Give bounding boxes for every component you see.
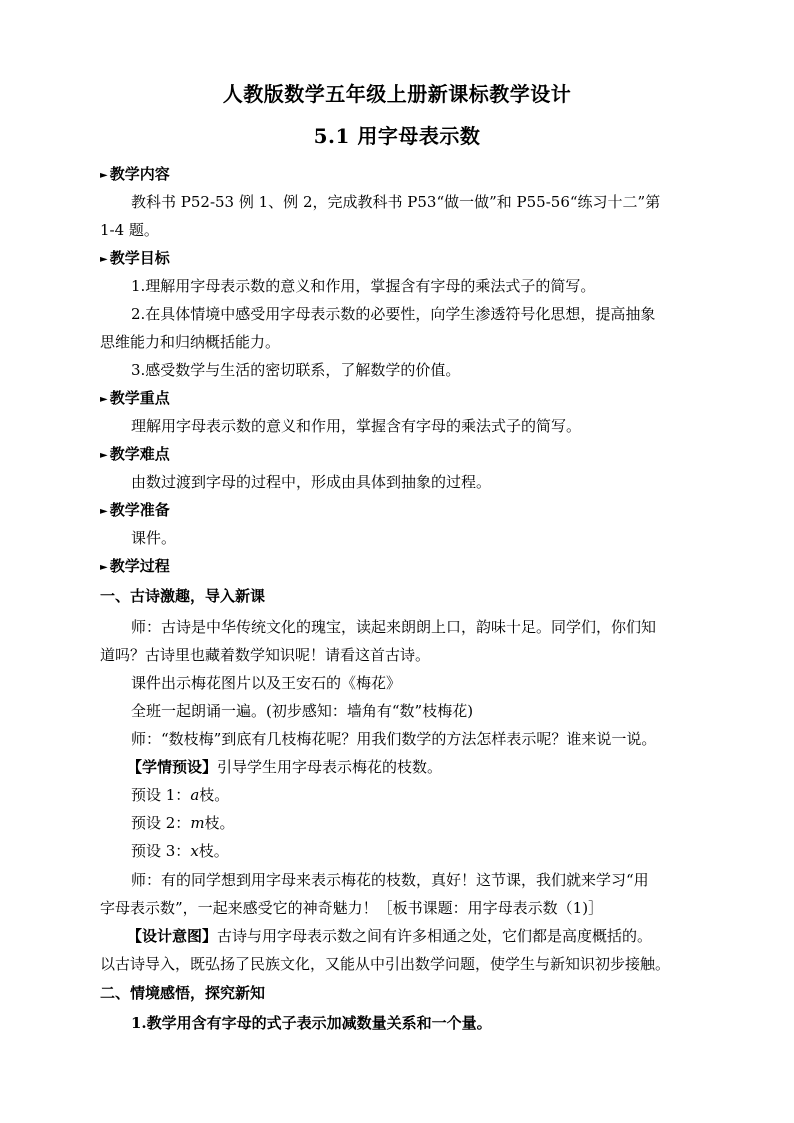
section-heading-goals: ► 教学目标: [100, 249, 170, 267]
part1-paragraph2: 课件出示梅花图片以及王安石的《梅花》: [131, 674, 402, 692]
content-text-line2: 1-4 题。: [100, 221, 159, 239]
triangle-bullet-icon: ►: [100, 394, 108, 405]
part1-paragraph5-line2: 字母表示数”，一起来感受它的神奇魅力！［板书课题：用字母表示数（1)］: [100, 899, 604, 917]
triangle-bullet-icon: ►: [100, 450, 108, 461]
key-point-text: 理解用字母表示数的意义和作用，掌握含有字母的乘法式子的简写。: [131, 417, 582, 435]
part1-paragraph4: 师：“数枝梅”到底有几枝梅花呢？用我们数学的方法怎样表示呢？谁来说一说。: [131, 730, 657, 748]
triangle-bullet-icon: ►: [100, 254, 108, 265]
goal-item-3: 3.感受数学与生活的密切联系，了解数学的价值。: [131, 361, 461, 379]
design-intent-line1: 【设计意图】古诗与用字母表示数之间有许多相通之处，它们都是高度概括的。: [127, 927, 653, 945]
preset-1: 预设 1：a枝。: [131, 786, 230, 804]
preset-2: 预设 2：m枝。: [131, 814, 235, 832]
preset-3: 预设 3：x枝。: [131, 842, 229, 860]
design-intent-label: 【设计意图】: [127, 927, 218, 945]
part1-paragraph1-line1: 师：古诗是中华传统文化的瑰宝，读起来朗朗上口，韵味十足。同学们，你们知: [131, 618, 657, 636]
section-heading-content: ► 教学内容: [100, 165, 170, 183]
triangle-bullet-icon: ►: [100, 562, 108, 573]
design-intent-line2: 以古诗导入，既弘扬了民族文化，又能从中引出数学问题，使学生与新知识初步接触。: [100, 955, 671, 973]
prep-text: 课件。: [131, 529, 177, 547]
part1-paragraph1-line2: 道吗？古诗里也藏着数学知识呢！请看这首古诗。: [100, 646, 431, 664]
section-heading-process: ► 教学过程: [100, 557, 170, 575]
section-heading-prep: ► 教学准备: [100, 501, 170, 519]
goal-item-2-line1: 2.在具体情境中感受用字母表示数的必要性，向学生渗透符号化思想，提高抽象: [131, 305, 656, 323]
triangle-bullet-icon: ►: [100, 506, 108, 517]
part1-paragraph3: 全班一起朗诵一遍。(初步感知：墙角有“数”枝梅花): [131, 702, 474, 720]
xueqing-preset-line: [127, 756, 727, 778]
xueqing-label: 【学情预设】: [127, 758, 218, 776]
part2-heading: 二、情境感悟，探究新知: [100, 984, 266, 1002]
part1-heading: 一、古诗激趣，导入新课: [100, 587, 266, 605]
triangle-bullet-icon: ►: [100, 170, 108, 181]
difficulty-text: 由数过渡到字母的过程中，形成由具体到抽象的过程。: [131, 473, 492, 491]
goal-item-1: 1.理解用字母表示数的意义和作用，掌握含有字母的乘法式子的简写。: [131, 277, 596, 295]
part1-paragraph5-line1: 师：有的同学想到用字母来表示梅花的枝数，真好！这节课，我们就来学习“用: [131, 871, 649, 889]
lesson-title: 5.1 用字母表示数: [313, 124, 481, 148]
part2-subheading-1: 1.教学用含有字母的式子表示加减数量关系和一个量。: [131, 1014, 492, 1032]
goal-item-2-line2: 思维能力和归纳概括能力。: [100, 333, 281, 351]
section-heading-difficulty: ► 教学难点: [100, 445, 170, 463]
document-title: 人教版数学五年级上册新课标教学设计: [222, 82, 572, 106]
xueqing-text: 引导学生用字母表示梅花的枝数。: [217, 758, 443, 776]
section-heading-key-point: ► 教学重点: [100, 389, 170, 407]
content-text-line1: 教科书 P52-53 例 1、例 2，完成教科书 P53“做一做”和 P55-56“练习十二”第: [131, 193, 661, 211]
